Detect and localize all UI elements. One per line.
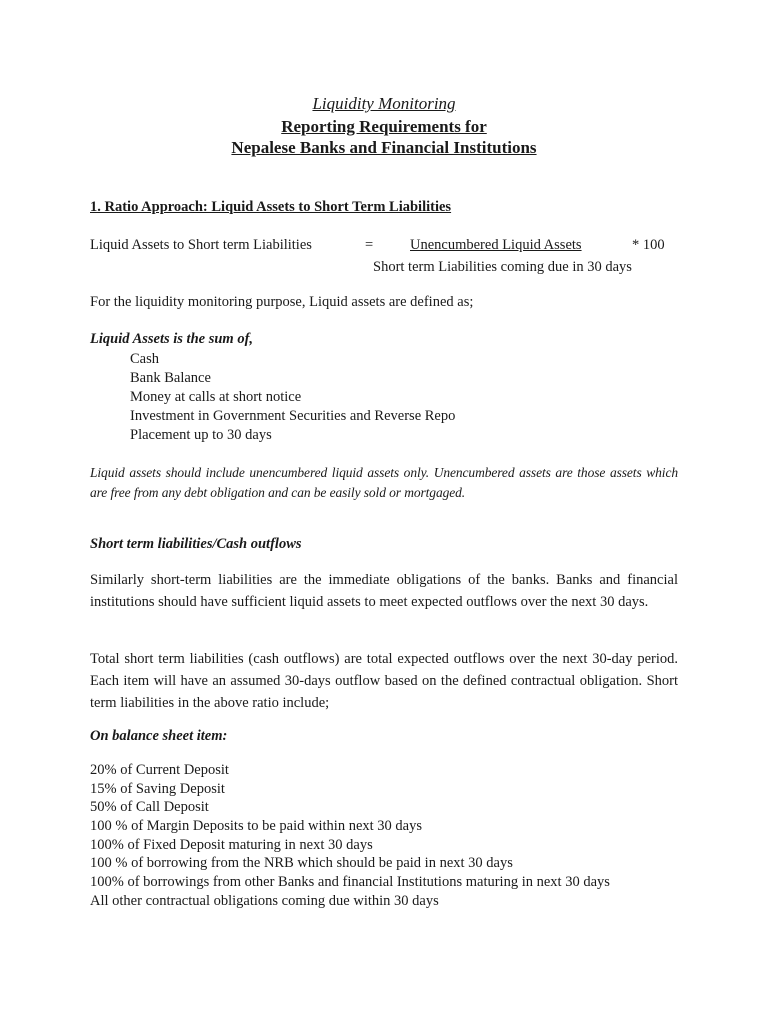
- list-item: Money at calls at short notice: [130, 389, 302, 405]
- list-item: All other contractual obligations coming due within 30 days: [90, 892, 439, 909]
- document-subtitle-2: Nepalese Banks and Financial Institutions: [231, 138, 537, 157]
- ratio-numerator: Unencumbered Liquid Assets: [410, 237, 582, 253]
- list-item: Cash: [130, 351, 159, 367]
- liquid-assets-note: Liquid assets should include unencumbered liquid assets only. Unencumbered assets are those assets which are free from any debt obligation and can be easily sold or mortgaged.: [90, 465, 678, 500]
- list-item: 50% of Call Deposit: [90, 799, 209, 816]
- ratio-label: Liquid Assets to Short term Liabilities: [90, 237, 312, 253]
- list-item: Bank Balance: [130, 370, 211, 386]
- section-heading-ratio: 1. Ratio Approach: Liquid Assets to Short Term Liabilities: [90, 199, 452, 215]
- list-item: 100 % of borrowing from the NRB which should be paid in next 30 days: [90, 855, 513, 872]
- short-term-paragraph-2: Total short term liabilities (cash outflows) are total expected outflows over the next 30-day period. Each item will have an assumed 30-days outflow based on the defined contractual obligation. Short term liabilities in the above ratio include;: [90, 651, 678, 711]
- short-term-liabilities-heading: Short term liabilities/Cash outflows: [90, 536, 302, 552]
- short-term-paragraph-1: Similarly short-term liabilities are the immediate obligations of the banks. Banks and financial institutions should have sufficient liquid assets to meet expected outflows over the next 30 days.: [90, 572, 678, 610]
- list-item: 100% of borrowings from other Banks and financial Institutions maturing in next 30 days: [90, 874, 610, 891]
- list-item: 100 % of Margin Deposits to be paid within next 30 days: [90, 818, 422, 835]
- list-item: 20% of Current Deposit: [90, 762, 229, 778]
- ratio-equals: =: [365, 237, 374, 253]
- liquid-assets-heading: Liquid Assets is the sum of,: [90, 331, 254, 347]
- on-balance-sheet-list: [90, 761, 610, 911]
- liquid-assets-definition-intro: For the liquidity monitoring purpose, Liquid assets are defined as;: [90, 294, 474, 310]
- list-item: 15% of Saving Deposit: [90, 780, 225, 797]
- on-balance-sheet-heading: On balance sheet item:: [90, 728, 228, 744]
- list-item: Investment in Government Securities and Reverse Repo: [130, 408, 456, 424]
- document-title: Liquidity Monitoring: [312, 94, 456, 113]
- list-item: 100% of Fixed Deposit maturing in next 30 days: [90, 836, 373, 853]
- list-item: Placement up to 30 days: [130, 427, 272, 443]
- liquid-assets-list: [130, 350, 455, 445]
- ratio-multiplier: * 100: [632, 237, 665, 253]
- document-subtitle: Reporting Requirements for: [281, 117, 487, 136]
- ratio-denominator: Short term Liabilities coming due in 30 days: [373, 259, 632, 275]
